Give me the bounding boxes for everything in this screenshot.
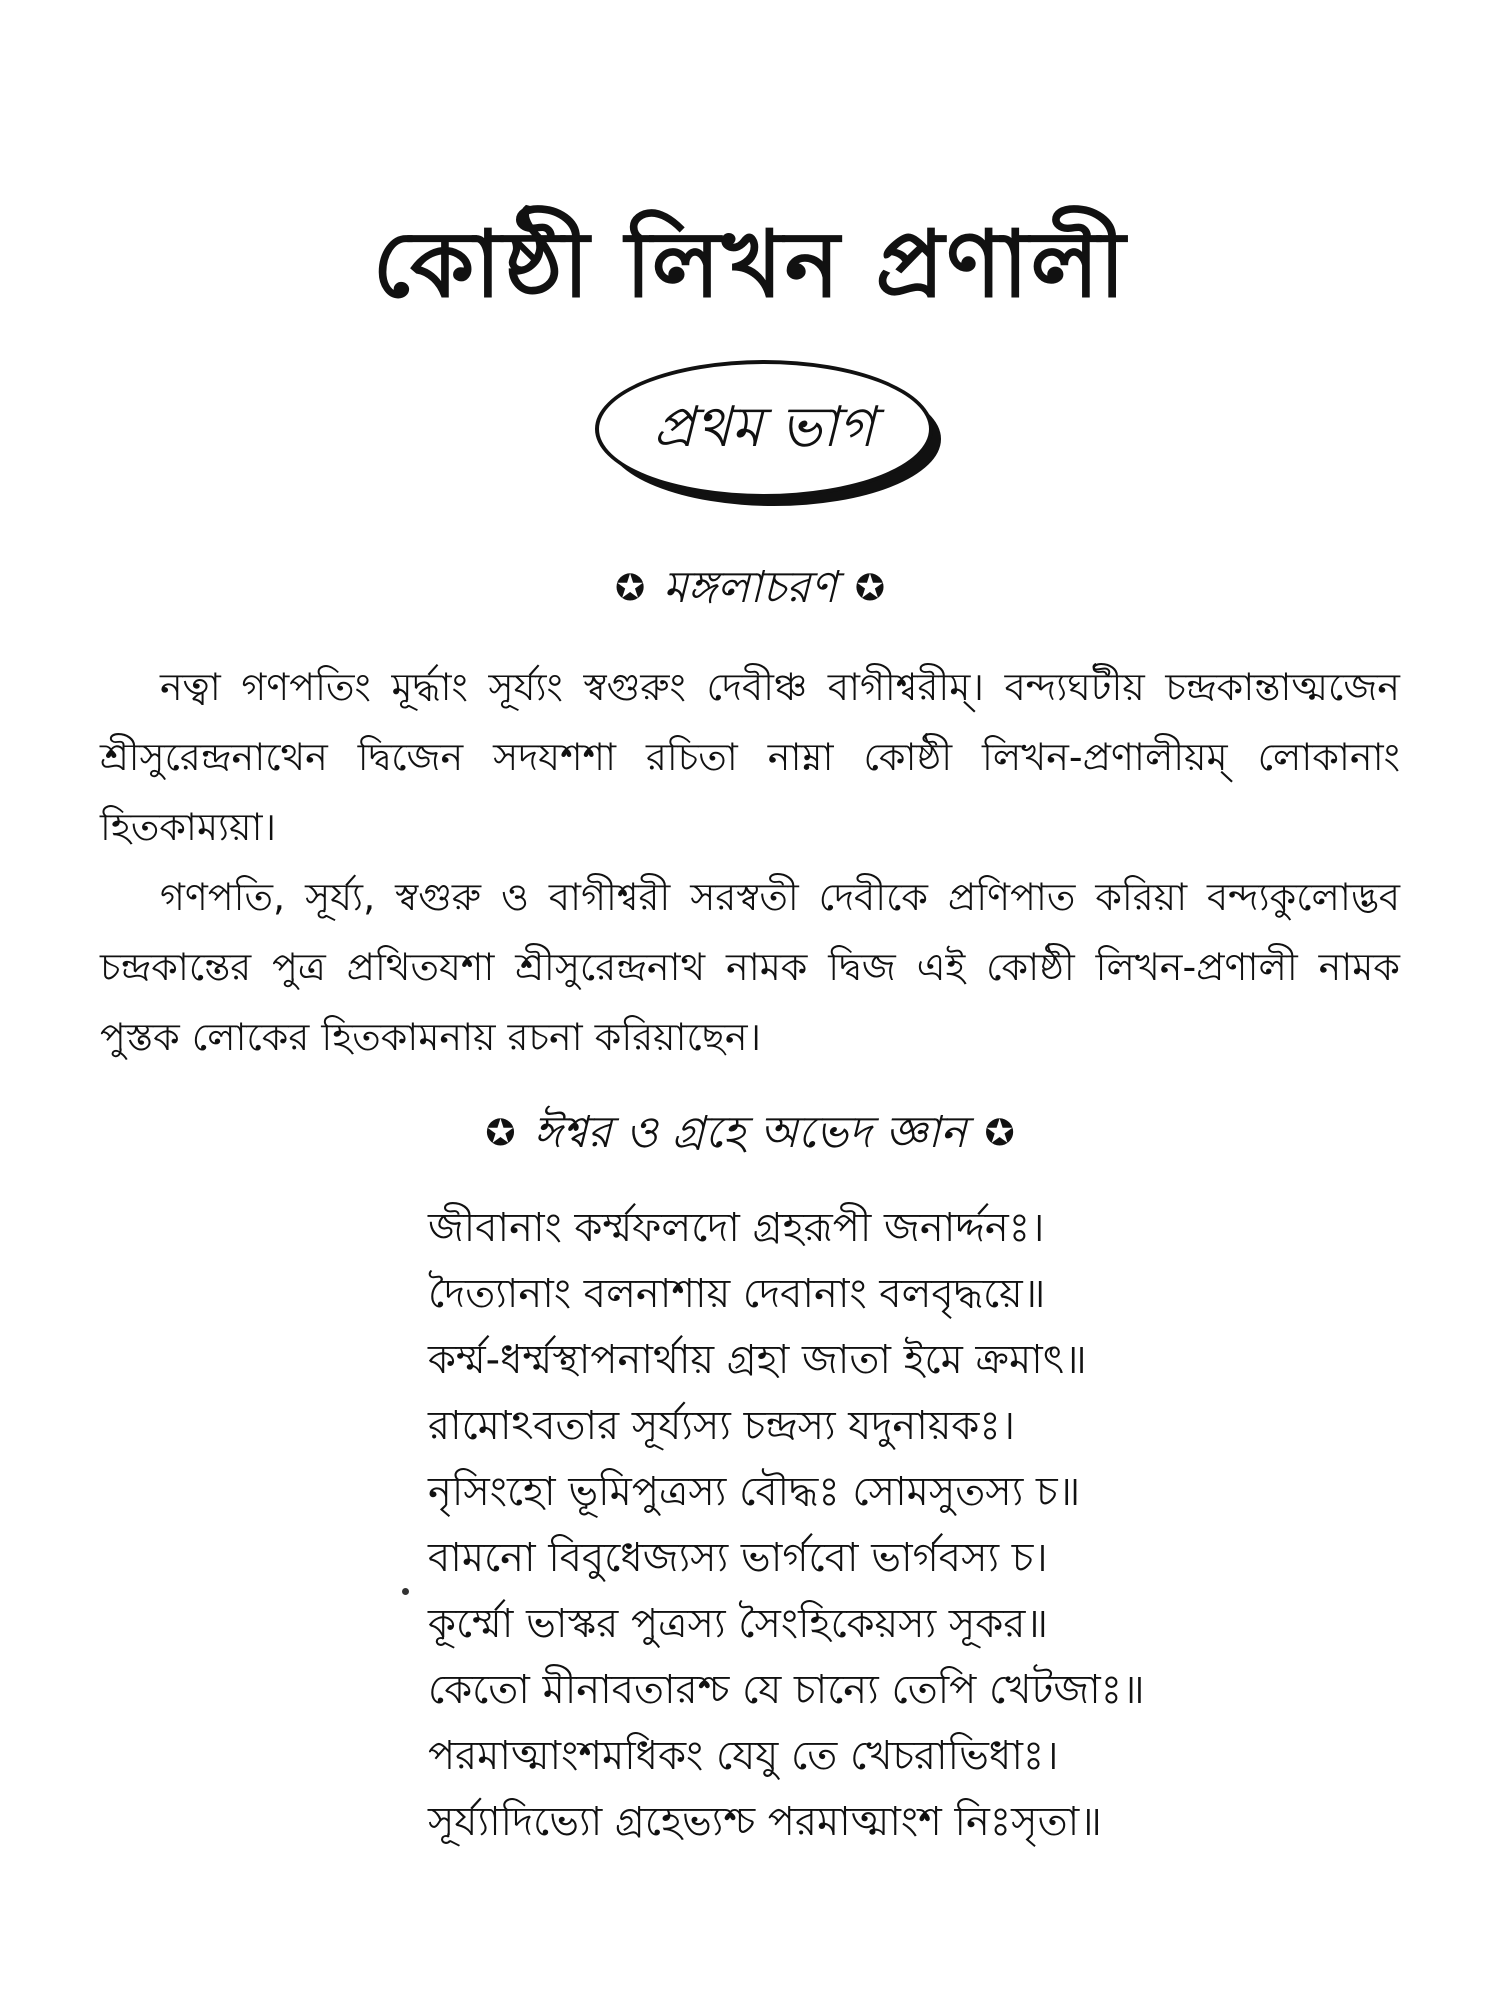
verse-line: কেতো মীনাবতারশ্চ যে চান্যে তেপি খেটজাঃ॥ (428, 1667, 1145, 1713)
ornament-icon: ✪ (984, 1113, 1015, 1154)
ornament-icon: ✪ (854, 568, 886, 609)
ornament-icon: ✪ (485, 1113, 516, 1154)
verse-line: জীবানাং কর্ম্মফলদো গ্রহরূপী জনার্দ্দনঃ। (428, 1205, 1045, 1251)
ornament-icon: ✪ (614, 568, 646, 609)
verse-line: পরমাত্মাংশমধিকং যেযু তে খেচরাভিধাঃ। (428, 1733, 1059, 1779)
verse-line: দৈত্যানাং বলনাশায় দেবানাং বলবৃদ্ধয়ে॥ (428, 1271, 1046, 1317)
section-heading-invocation (0, 560, 1500, 617)
page-title: কোষ্ঠী লিখন প্রণালী (372, 211, 1128, 318)
part-label: প্রথম ভাগ (653, 395, 875, 460)
verse-line: বামনো বিবুধেজ্যস্য ভার্গবো ভার্গবস্য চ। (428, 1535, 1048, 1581)
print-speck (402, 1588, 409, 1595)
verse-line: নৃসিংহো ভূমিপুত্রস্য বৌদ্ধঃ সোমসুতস্য চ॥ (428, 1469, 1081, 1515)
heading-text: ঈশ্বর ও গ্রহে অভেদ জ্ঞান (533, 1107, 967, 1158)
sanskrit-paragraph: নত্বা গণপতিং মূর্দ্ধাং সূর্য্যং স্বগুরুং দেবীঞ্চ বাগীশ্বরীম্। বন্দ্যঘটীয় চন্দ্রকান্তাত্মজেন শ্রীসুরেন্দ্রনাথেন দ্বিজেন সদযশশা রচিতা নাম্না কোষ্ঠী লিখন-প্রণালীয়ম্ লোকানাং হিতকাম্যয়া। (100, 665, 1400, 849)
verse-line: রামোঽবতার সূর্য্যস্য চন্দ্রস্য যদুনায়কঃ। (428, 1403, 1016, 1449)
verse-line: কর্ম্ম-ধর্ম্মস্থাপনার্থায় গ্রহা জাতা ইমে ক্রমাৎ॥ (428, 1337, 1087, 1383)
heading-text: মঙ্গলাচরণ (663, 562, 837, 613)
bengali-paragraph: গণপতি, সূর্য্য, স্বগুরু ও বাগীশ্বরী সরস্বতী দেবীকে প্রণিপাত করিয়া বন্দ্যকুলোদ্ভব চন্দ্রকান্তের পুত্র প্রথিতযশা শ্রীসুরেন্দ্রনাথ নামক দ্বিজ এই কোষ্ঠী লিখন-প্রণালী নামক পুস্তক লোকের হিতকামনায় রচনা করিয়াছেন। (100, 875, 1400, 1059)
verse-line: সূর্য্যাদিভ্যো গ্রহেভ্যশ্চ পরমাত্মাংশ নিঃসৃতা॥ (428, 1799, 1102, 1845)
verse-list (428, 1195, 1328, 1855)
part-badge (595, 360, 933, 498)
verse-line: কূর্ম্মো ভাস্কর পুত্রস্য সৈংহিকেয়স্য সূকর॥ (428, 1601, 1048, 1647)
section-heading-identity (0, 1105, 1500, 1162)
